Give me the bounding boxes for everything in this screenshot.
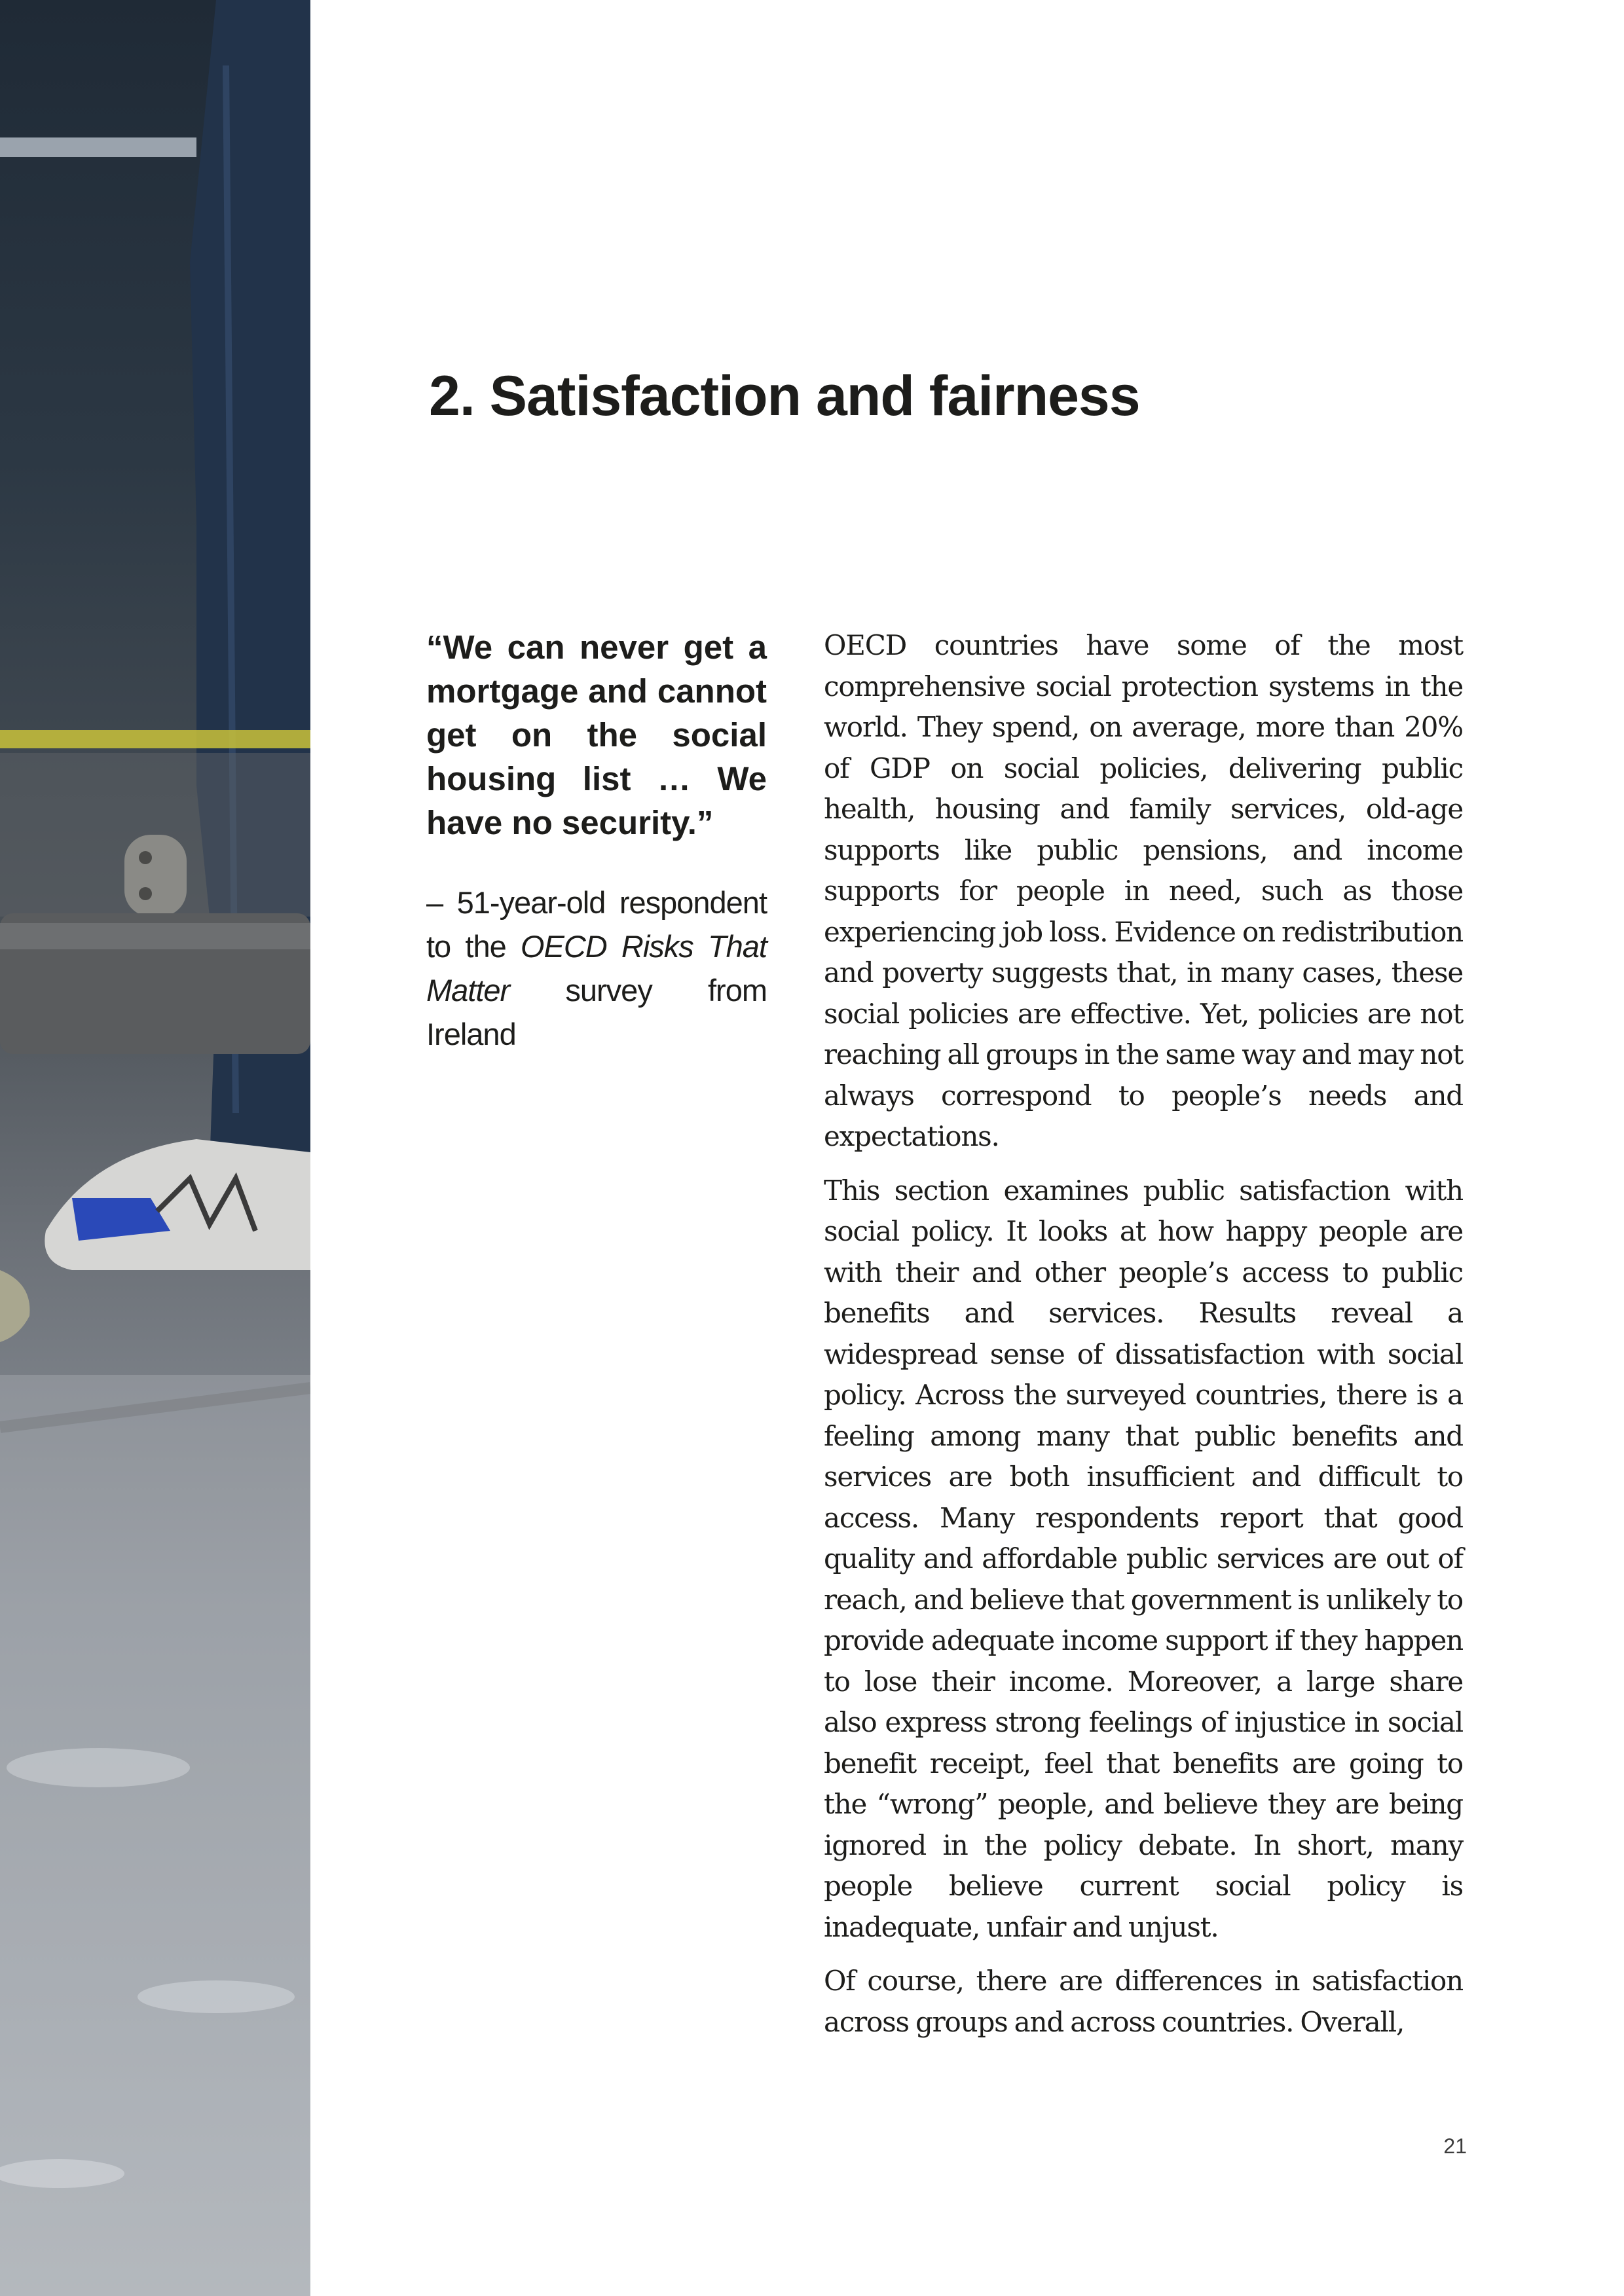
quote-column: [426, 625, 767, 1056]
body-paragraph-2: This section examines public satisfaction with social policy. It looks at how happy people are with their and other people’s access to public benefits and services. Results reveal a widespread sense of dissatisfaction with social policy. Across the surveyed countries, there is a feeling among many that public benefits and services are both insufficient and difficult to access. Many respondents report that good quality and affordable public services are out of reach, and believe that government is unlikely to provide adequate income support if they happen to lose their income. Moreover, a large share also express strong feelings of injustice in social benefit receipt, feel that benefits are going to the “wrong” people, and believe they are being ignored in the policy debate. In short, many people believe current social policy is inadequate, unfair and unjust.: [824, 1174, 1463, 1943]
cover-photo: [0, 0, 310, 2296]
yellow-line: [0, 730, 310, 748]
upper-rail: [0, 137, 196, 157]
rail-bracket: [124, 835, 187, 917]
body-text-column: [824, 625, 1463, 2056]
puddle-reflection-1: [7, 1748, 190, 1787]
second-shoe: [0, 1270, 29, 1342]
page-number: 21: [1443, 2134, 1467, 2158]
wet-ground: [0, 1375, 310, 2296]
pull-quote: “We can never get a mortgage and cannot get on the social housing list … We have no security.”: [426, 629, 767, 841]
bracket-bolt-2: [139, 887, 152, 900]
handrail-highlight: [0, 923, 310, 949]
attribution-suffix: survey from Ireland: [426, 973, 767, 1051]
photo-illustration: [0, 0, 310, 2296]
body-paragraph-3: Of course, there are differences in satisfaction across groups and across countries. Overall,: [824, 1965, 1463, 2038]
puddle-reflection-2: [138, 1980, 295, 2013]
quote-attribution: [426, 881, 767, 1056]
survey-name: OECD Risks That Matter: [426, 929, 767, 1008]
attribution-prefix: – 51-year-old respondent to the: [426, 885, 767, 964]
body-paragraph-1: OECD countries have some of the most comprehensive social protection systems in the world. They spend, on average, more than 20% of GDP on social policies, delivering public health, housing and family services, old-age supports like public pensions, and income supports for people in need, such as those experiencing job loss. Evidence on redistribution and poverty suggests that, in many cases, these social policies are effective. Yet, policies are not reaching all groups in the same way and may not always correspond to people’s needs and expectations.: [824, 629, 1464, 1152]
section-title: 2. Satisfaction and fairness: [429, 365, 1140, 428]
bracket-bolt-1: [139, 851, 152, 864]
